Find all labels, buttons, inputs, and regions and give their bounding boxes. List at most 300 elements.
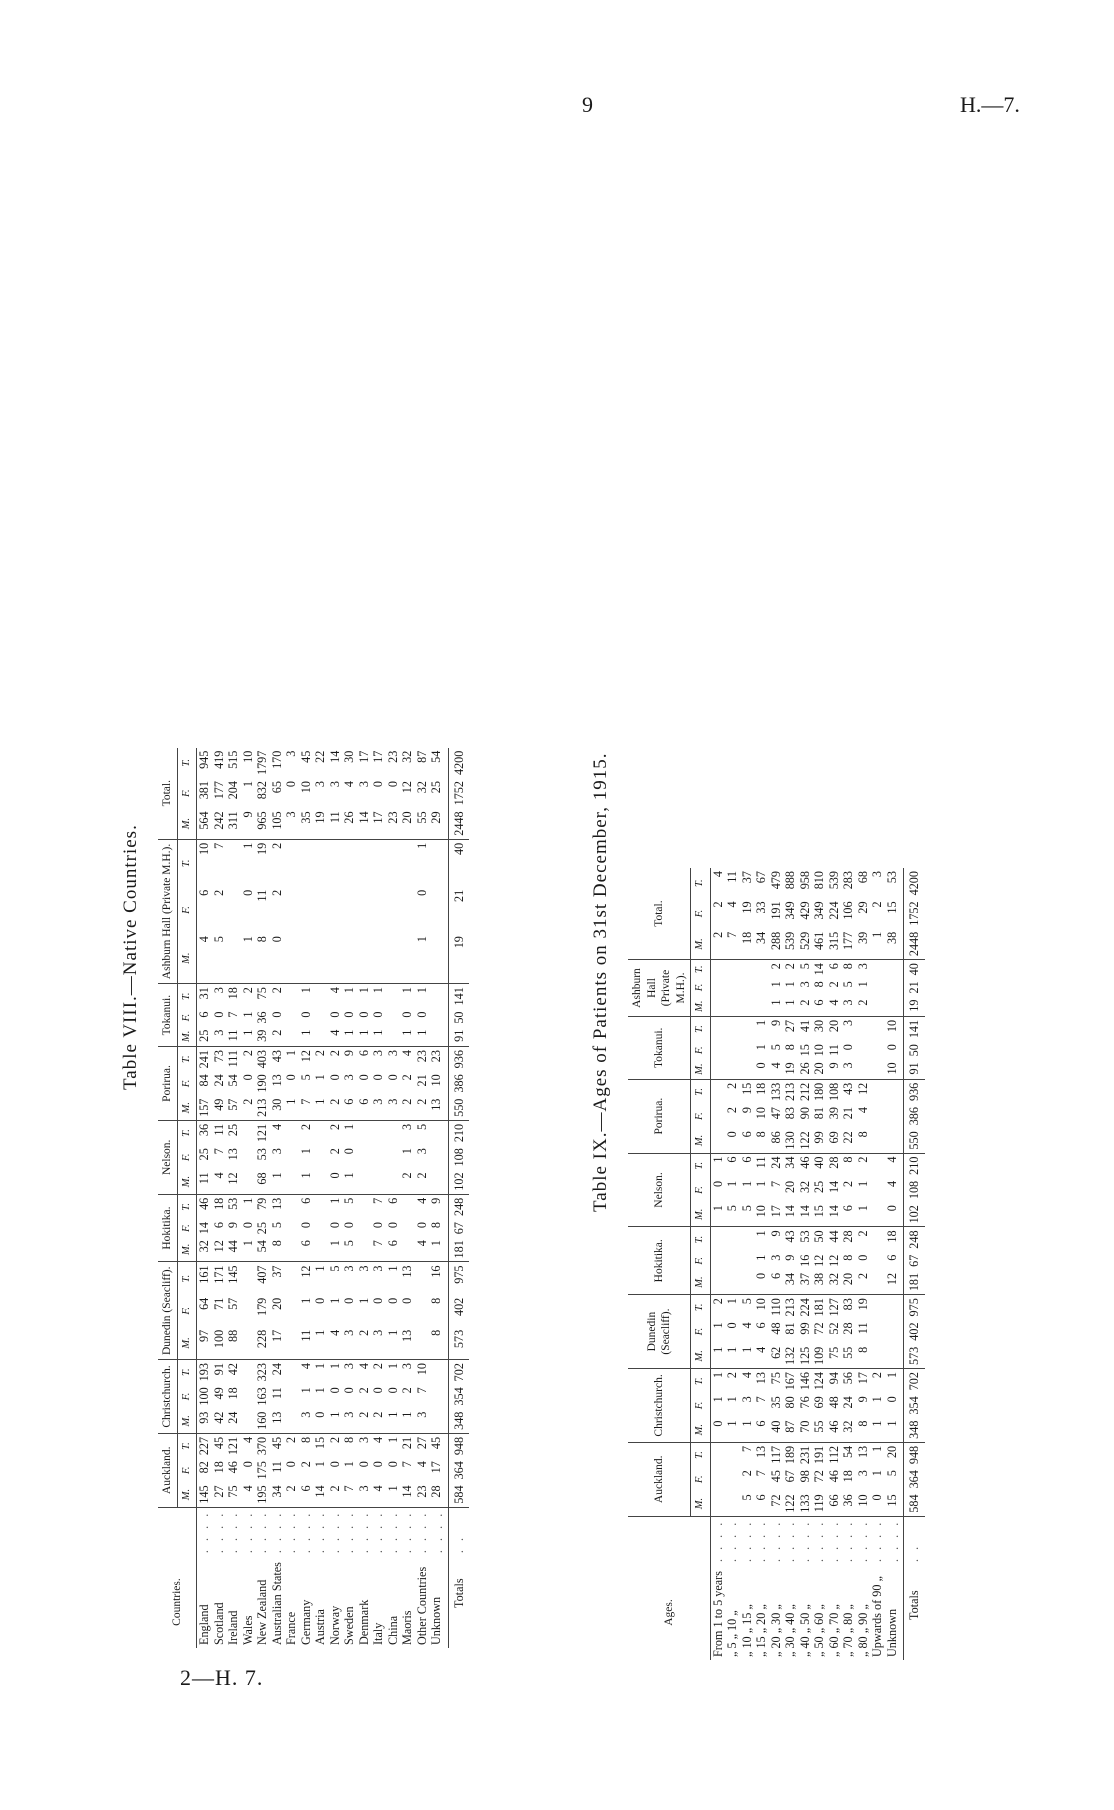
table9-cell: 90	[797, 1107, 812, 1120]
table8-cell: 8	[429, 1327, 448, 1360]
table9-cell	[710, 997, 725, 1017]
table9-cell: 10	[754, 1202, 769, 1227]
table9-cell: 67	[904, 1252, 925, 1270]
table8-cell: 228	[255, 1327, 270, 1360]
table8-subheader-f: F.	[177, 778, 197, 808]
table8-institution-header: Porirua.	[158, 1047, 177, 1121]
table9-subheader-t: T.	[691, 1442, 711, 1467]
table9-cell: 1	[855, 1180, 870, 1187]
table8-cell: 0	[371, 781, 385, 788]
table8-cell: 45	[269, 1436, 284, 1450]
table9-cell	[885, 1295, 904, 1320]
table9-cell: 8	[754, 1128, 769, 1153]
table8-grid	[158, 748, 469, 1648]
table9-cell: 18	[841, 1470, 855, 1483]
table9-cell: 1	[710, 1322, 725, 1329]
table9-cell: 1	[725, 1298, 739, 1305]
table8-cell: 75	[226, 1482, 241, 1507]
table8-cell: 20	[400, 808, 415, 839]
table8-cell: 1	[298, 1148, 313, 1155]
table9-subheader-t: T.	[691, 960, 711, 979]
table8-cell: 37	[269, 1265, 284, 1278]
table8-cell: 3	[284, 750, 298, 757]
table8-cell: 2	[356, 1387, 371, 1394]
table9-row-label: From 1 to 5 years	[710, 1571, 725, 1657]
table8-cell	[241, 1384, 256, 1408]
table9-cell	[725, 1059, 740, 1079]
table8-cell: 21	[400, 1436, 414, 1450]
table8-cell: 0	[284, 781, 298, 788]
table9-leader-dots: . . . .	[783, 1519, 797, 1563]
table9-cell	[710, 1491, 725, 1516]
table8-cell	[313, 1120, 328, 1145]
table9-cell: 5	[884, 1470, 899, 1477]
table8-cell: 3	[357, 1482, 372, 1507]
table9-cell: 2	[768, 963, 783, 970]
table8-cell: 2	[328, 1482, 343, 1507]
table8-cell	[284, 1169, 299, 1194]
table8-cell: 584	[448, 1482, 469, 1507]
table8-cell: 2448	[448, 808, 469, 839]
table8-cell: 1	[356, 1297, 371, 1304]
table8-cell: 3	[400, 1363, 414, 1370]
table8-cell: 25	[255, 1222, 269, 1235]
table8-cell: 177	[211, 781, 226, 800]
table8-cell: 4	[269, 1123, 284, 1130]
table8-cell: 2	[313, 1050, 327, 1057]
table9-subheader-m: M.	[691, 929, 711, 960]
table8-cell	[284, 1027, 299, 1047]
table9-cell: 36	[841, 1491, 856, 1516]
table8-cell: 24	[226, 1409, 241, 1434]
table8-cell: 5	[327, 1265, 342, 1272]
table8-cell: 6	[299, 1482, 314, 1507]
page-number: 9	[582, 92, 593, 117]
table8-cell: 0	[270, 933, 285, 984]
table8-cell	[284, 1262, 299, 1295]
table9-institution-header: Nelson.	[628, 1153, 691, 1227]
table9-cell	[725, 1016, 740, 1041]
table9-cell: 32	[827, 1270, 842, 1295]
table9-leader-dots: . . . .	[797, 1519, 812, 1563]
table8-cell: 1	[313, 1363, 327, 1370]
table8-cell	[415, 1262, 430, 1295]
table8-cell: 0	[284, 1461, 298, 1468]
table9-cell: 8	[856, 1128, 871, 1153]
document-reference: H.—7.	[960, 92, 1020, 117]
table9-cell	[856, 1059, 871, 1079]
table8-cell	[386, 887, 401, 933]
table9-cell: 44	[826, 1230, 841, 1243]
table8-cell: 87	[414, 750, 429, 763]
table9-cell: 1	[710, 1156, 725, 1163]
table8-row-label: China	[385, 1615, 400, 1645]
table8-cell: 1	[313, 1265, 327, 1272]
table8-cell	[241, 1360, 256, 1385]
table9-institution-header: Dunedin (Seacliff).	[628, 1295, 691, 1369]
table8-cell: 0	[342, 1297, 356, 1304]
table8-cell: 948	[448, 1433, 469, 1458]
table9-cell: 32	[841, 1418, 856, 1443]
table9-cell: 5	[739, 1298, 754, 1305]
table9-cell: 28	[826, 1156, 841, 1169]
table8-cell	[357, 933, 372, 984]
table8-cell	[313, 984, 328, 1009]
table8-cell: 11	[255, 889, 269, 902]
table8-cell: 11	[211, 1123, 226, 1136]
table8-cell: 111	[226, 1050, 240, 1068]
table8-cell	[357, 1169, 372, 1194]
table9-totals-row	[904, 868, 925, 1660]
table8-cell: 193	[197, 1363, 211, 1382]
table8-cell: 386	[448, 1071, 469, 1095]
table9-cell: 7	[754, 1470, 768, 1477]
table9-cell: 2	[841, 1180, 855, 1187]
table9-cell: 14	[812, 963, 826, 976]
table8-cell	[241, 1295, 256, 1327]
table8-cell	[400, 839, 415, 887]
table9-cell: 112	[826, 1445, 841, 1464]
table8-cell: 364	[448, 1458, 469, 1482]
table9-cell: 364	[904, 1467, 925, 1491]
table8-cell: 9	[226, 1222, 240, 1229]
table8-subheader-m: M.	[177, 1482, 197, 1507]
table9-cell: 35	[768, 1396, 783, 1409]
table9-cell: 349	[812, 901, 826, 920]
table8-cell	[357, 1145, 372, 1169]
table9-cell: 1	[710, 1344, 725, 1369]
table9-cell: 6	[754, 1491, 769, 1516]
table8-cell: 4	[328, 1327, 343, 1360]
table8-cell: 46	[226, 1461, 240, 1474]
table8-cell: 1	[298, 1297, 313, 1304]
table8-cell: 6	[385, 1197, 400, 1204]
table8-cell: 4	[414, 1197, 429, 1204]
table8-cell: 0	[240, 1222, 255, 1229]
table9-cell	[870, 1104, 885, 1128]
table9-cell	[710, 960, 725, 979]
table8-cell: 242	[212, 808, 227, 839]
table9-cell: 20	[884, 1445, 899, 1459]
table8-cell: 0	[414, 1011, 429, 1018]
table8-cell: 407	[255, 1265, 269, 1284]
table8-cell	[429, 1027, 448, 1047]
table9-row	[798, 868, 813, 1660]
table8-cell: 0	[356, 1011, 371, 1018]
table9-cell	[740, 1270, 755, 1295]
table8-cell: 2	[269, 987, 284, 994]
table8-cell: 0	[240, 1074, 255, 1081]
table9-cell	[710, 1467, 725, 1491]
table9-cell: 1	[725, 1344, 740, 1369]
table8-cell	[415, 1327, 430, 1360]
table8-cell: 1	[414, 987, 429, 994]
table9-row	[740, 868, 755, 1660]
table8-leader-dots: . . . .	[414, 1510, 429, 1554]
table8-cell: 1	[298, 1387, 313, 1394]
table9-cell: 29	[855, 901, 870, 914]
table8-subheader-f: F.	[177, 1071, 197, 1095]
table8-cell: 1	[298, 987, 313, 994]
table8-cell: 7	[211, 1148, 226, 1155]
table8-cell: 121	[226, 1436, 240, 1456]
table8-cell: 0	[371, 1011, 385, 1018]
table8-cell	[342, 887, 357, 933]
table8-cell	[313, 887, 328, 933]
table9-cell: 0	[855, 1254, 870, 1261]
table9-cell: 1	[754, 1254, 768, 1261]
table8-cell: 1	[429, 1237, 448, 1262]
table8-subheader-f: F.	[177, 1295, 197, 1327]
table8-row	[226, 748, 241, 1648]
table8-subheader-t: T.	[177, 1360, 197, 1385]
table8-cell: 248	[448, 1194, 469, 1219]
table8-row-label: Italy	[371, 1622, 385, 1645]
table8-cell: 1	[415, 1027, 430, 1047]
table9-row-label: „ 5 „ 10 „	[725, 1610, 739, 1657]
table8-row-label: Sweden	[342, 1606, 356, 1645]
table9-cell	[740, 978, 755, 996]
table9-cell: 102	[904, 1202, 925, 1227]
table9-cell	[870, 1295, 885, 1320]
table8-cell: 17	[371, 750, 385, 763]
table9-cell: 1	[870, 1470, 884, 1477]
table8-row-label: Norway	[327, 1605, 342, 1645]
table8-cell: 10	[414, 1363, 429, 1376]
table9-subheader-m: M.	[691, 1344, 711, 1369]
table9-cell: 6	[884, 1254, 899, 1261]
table8-cell: 6	[197, 889, 211, 896]
table8-cell	[313, 1237, 328, 1262]
table8-cell	[371, 1145, 386, 1169]
table9-cell: 2448	[904, 929, 925, 960]
table8-cell: 12	[226, 1169, 241, 1194]
table9-cell	[725, 1227, 740, 1252]
table8-cell	[328, 839, 343, 887]
table9-cell: 83	[841, 1298, 855, 1311]
table8-cell: 2	[298, 1123, 313, 1130]
table8-cell: 550	[448, 1096, 469, 1121]
table9-cell: 9	[827, 1059, 842, 1079]
table8-cell	[284, 984, 299, 1009]
table9-cell: 0	[884, 1044, 899, 1051]
table8-cell: 0	[385, 1074, 400, 1081]
table8-cell: 91	[211, 1363, 226, 1376]
table9-cell: 15	[812, 1202, 827, 1227]
table8-cell: 0	[385, 1387, 400, 1394]
table8-dots-header	[158, 1507, 197, 1556]
table9-subheader-t: T.	[691, 1227, 711, 1252]
table9-cell	[710, 1442, 725, 1467]
table9-cell: 213	[783, 1298, 797, 1317]
table8-cell: 1	[385, 1363, 400, 1370]
table8-cell: 3	[284, 808, 299, 839]
table8-cell	[313, 1194, 328, 1219]
table8-leader-dots: . . . .	[356, 1510, 371, 1554]
table9-cell: 15	[739, 1082, 754, 1095]
table9-cell: 213	[783, 1082, 797, 1101]
table9-cell: 0	[885, 1202, 904, 1227]
table8-institution-header: Total.	[158, 748, 177, 840]
table9-cell: 55	[812, 1418, 827, 1443]
table9-cell: 8	[783, 1044, 797, 1051]
table8-cell: 0	[400, 1011, 414, 1018]
table9-cell: 958	[797, 871, 812, 890]
table9-cell: 1	[783, 997, 798, 1017]
table9-cell: 2	[725, 1107, 739, 1114]
table9-cell: 5	[797, 963, 812, 970]
table8-cell	[386, 1169, 401, 1194]
table9-cell: 231	[797, 1445, 812, 1465]
table8-cell: 227	[197, 1436, 211, 1456]
table8-cell: 2	[240, 987, 255, 994]
table9-cell: 99	[812, 1128, 827, 1153]
table8-cell: 210	[448, 1120, 469, 1145]
table9-row	[812, 868, 827, 1660]
table8-cell: 6	[197, 1011, 211, 1018]
table8-row-label: Maoris	[400, 1610, 414, 1645]
table8-cell	[386, 984, 401, 1009]
table8-cell: 6	[342, 1096, 357, 1121]
table9-cell	[885, 978, 904, 996]
table8-cell: 936	[448, 1047, 469, 1072]
table9-cell: 24	[841, 1396, 855, 1409]
table8-label-header: Countries.	[158, 1556, 197, 1648]
table8-cell: 43	[269, 1050, 284, 1063]
table8-cell: 3	[313, 781, 327, 788]
table8-row-label: New Zealand	[255, 1579, 269, 1645]
table9-cell: 2	[855, 1230, 870, 1237]
table9-cell: 1	[725, 1180, 739, 1187]
table8-cell: 54	[255, 1237, 270, 1262]
table8-cell: 2	[241, 1096, 256, 1121]
table8-cell	[400, 933, 415, 984]
table8-cell: 2	[269, 889, 284, 896]
table9-cell: 39	[856, 929, 871, 960]
table8-cell: 11	[197, 1169, 212, 1194]
table9-cell: 6	[740, 1128, 755, 1153]
table9-cell: 20	[841, 1270, 856, 1295]
table9-cell: 4	[739, 1372, 754, 1379]
table8-cell: 1	[415, 933, 430, 984]
table9-cell: 91	[904, 1059, 925, 1079]
table8-cell	[400, 1219, 415, 1237]
table8-cell: 23	[415, 1482, 430, 1507]
table8-cell	[429, 1145, 448, 1169]
table9-cell: 248	[904, 1227, 925, 1252]
table9-cell: 9	[855, 1396, 870, 1403]
table8-cell: 18	[211, 1461, 226, 1474]
table8-cell: 4	[356, 1363, 371, 1370]
table8-cell: 16	[429, 1265, 443, 1278]
table9-cell: 122	[783, 1491, 798, 1516]
table9-row	[754, 868, 769, 1660]
table9-subheader-f: F.	[691, 1104, 711, 1128]
table8-cell: 213	[255, 1096, 270, 1121]
table9-cell: 37	[798, 1270, 813, 1295]
table8-cell	[357, 1194, 372, 1219]
table9-cell: 191	[812, 1445, 826, 1465]
table8-cell: 1	[400, 1409, 415, 1434]
table8-cell: 311	[226, 808, 241, 839]
table8-cell	[284, 1145, 299, 1169]
table8-cell: 2	[400, 1074, 414, 1081]
table9-row	[856, 868, 871, 1660]
table9-cell: 3	[870, 871, 884, 878]
table8-cell: 3	[371, 1327, 386, 1360]
table8-cell: 3	[414, 1148, 429, 1155]
table8-cell: 24	[269, 1363, 284, 1376]
table8-leader-dots: . . . .	[240, 1510, 255, 1554]
table9-cell: 37	[739, 871, 754, 884]
table9-cell: 2	[710, 1298, 725, 1305]
table8-cell: 3	[371, 1050, 385, 1057]
table8-cell	[429, 1384, 448, 1408]
table8-cell: 0	[356, 1461, 371, 1468]
table8-cell: 0	[327, 1461, 342, 1468]
table9-cell: 9	[783, 1254, 797, 1261]
table8-cell: 0	[327, 1222, 342, 1229]
table8-cell	[313, 1219, 328, 1237]
table8-cell: 53	[226, 1197, 240, 1210]
table9-cell	[710, 1270, 725, 1295]
table9-cell: 54	[841, 1445, 855, 1459]
table9-cell: 7	[768, 1180, 783, 1187]
table8-cell: 14	[327, 750, 342, 763]
table9-cell: 1	[740, 1344, 755, 1369]
table9-row	[783, 868, 798, 1660]
table9-cell: 10	[754, 1298, 768, 1311]
table9-row-label: „ 50 „ 60 „	[812, 1604, 826, 1657]
table9-cell: 127	[826, 1298, 841, 1317]
table9-cell: 75	[827, 1344, 842, 1369]
table8-cell	[226, 887, 241, 933]
table8-cell: 1	[386, 1482, 401, 1507]
table8-subheader-t: T.	[177, 839, 197, 887]
table9-cell: 6	[812, 997, 827, 1017]
table9-cell	[885, 1128, 904, 1153]
table9-cell: 4	[827, 997, 842, 1017]
table8-cell: 1	[342, 1169, 357, 1194]
table9-cell: 539	[783, 929, 798, 960]
table8-cell: 0	[327, 1011, 342, 1018]
table9-leader-dots: . . . .	[710, 1519, 725, 1563]
table8-cell: 0	[298, 1222, 313, 1229]
table8-cell: 7	[299, 1096, 314, 1121]
table8-cell: 157	[197, 1096, 212, 1121]
table8-cell: 49	[211, 1387, 226, 1400]
table8-cell: 3	[269, 1148, 284, 1155]
table9-cell: 2	[798, 997, 813, 1017]
table9-row	[885, 868, 904, 1660]
table9-cell	[870, 1059, 885, 1079]
table9-cell: 6	[826, 963, 841, 970]
table9-cell: 8	[841, 1156, 855, 1163]
table9-cell: 2	[870, 1372, 884, 1379]
table9-cell: 69	[827, 1128, 842, 1153]
table8-cell: 2	[240, 1050, 255, 1057]
table8-cell: 3	[356, 1436, 371, 1443]
table9-cell: 4200	[904, 868, 925, 898]
table9-cell: 17	[769, 1202, 784, 1227]
table9-cell: 2	[783, 963, 797, 970]
table8-leader-dots: . . . .	[342, 1510, 356, 1554]
table9-cell: 83	[783, 1107, 797, 1120]
table8-cell: 2	[357, 1327, 372, 1360]
table8-cell: 1	[342, 1461, 356, 1468]
table9-cell: 67	[754, 871, 768, 884]
table8-cell: 161	[197, 1265, 211, 1284]
